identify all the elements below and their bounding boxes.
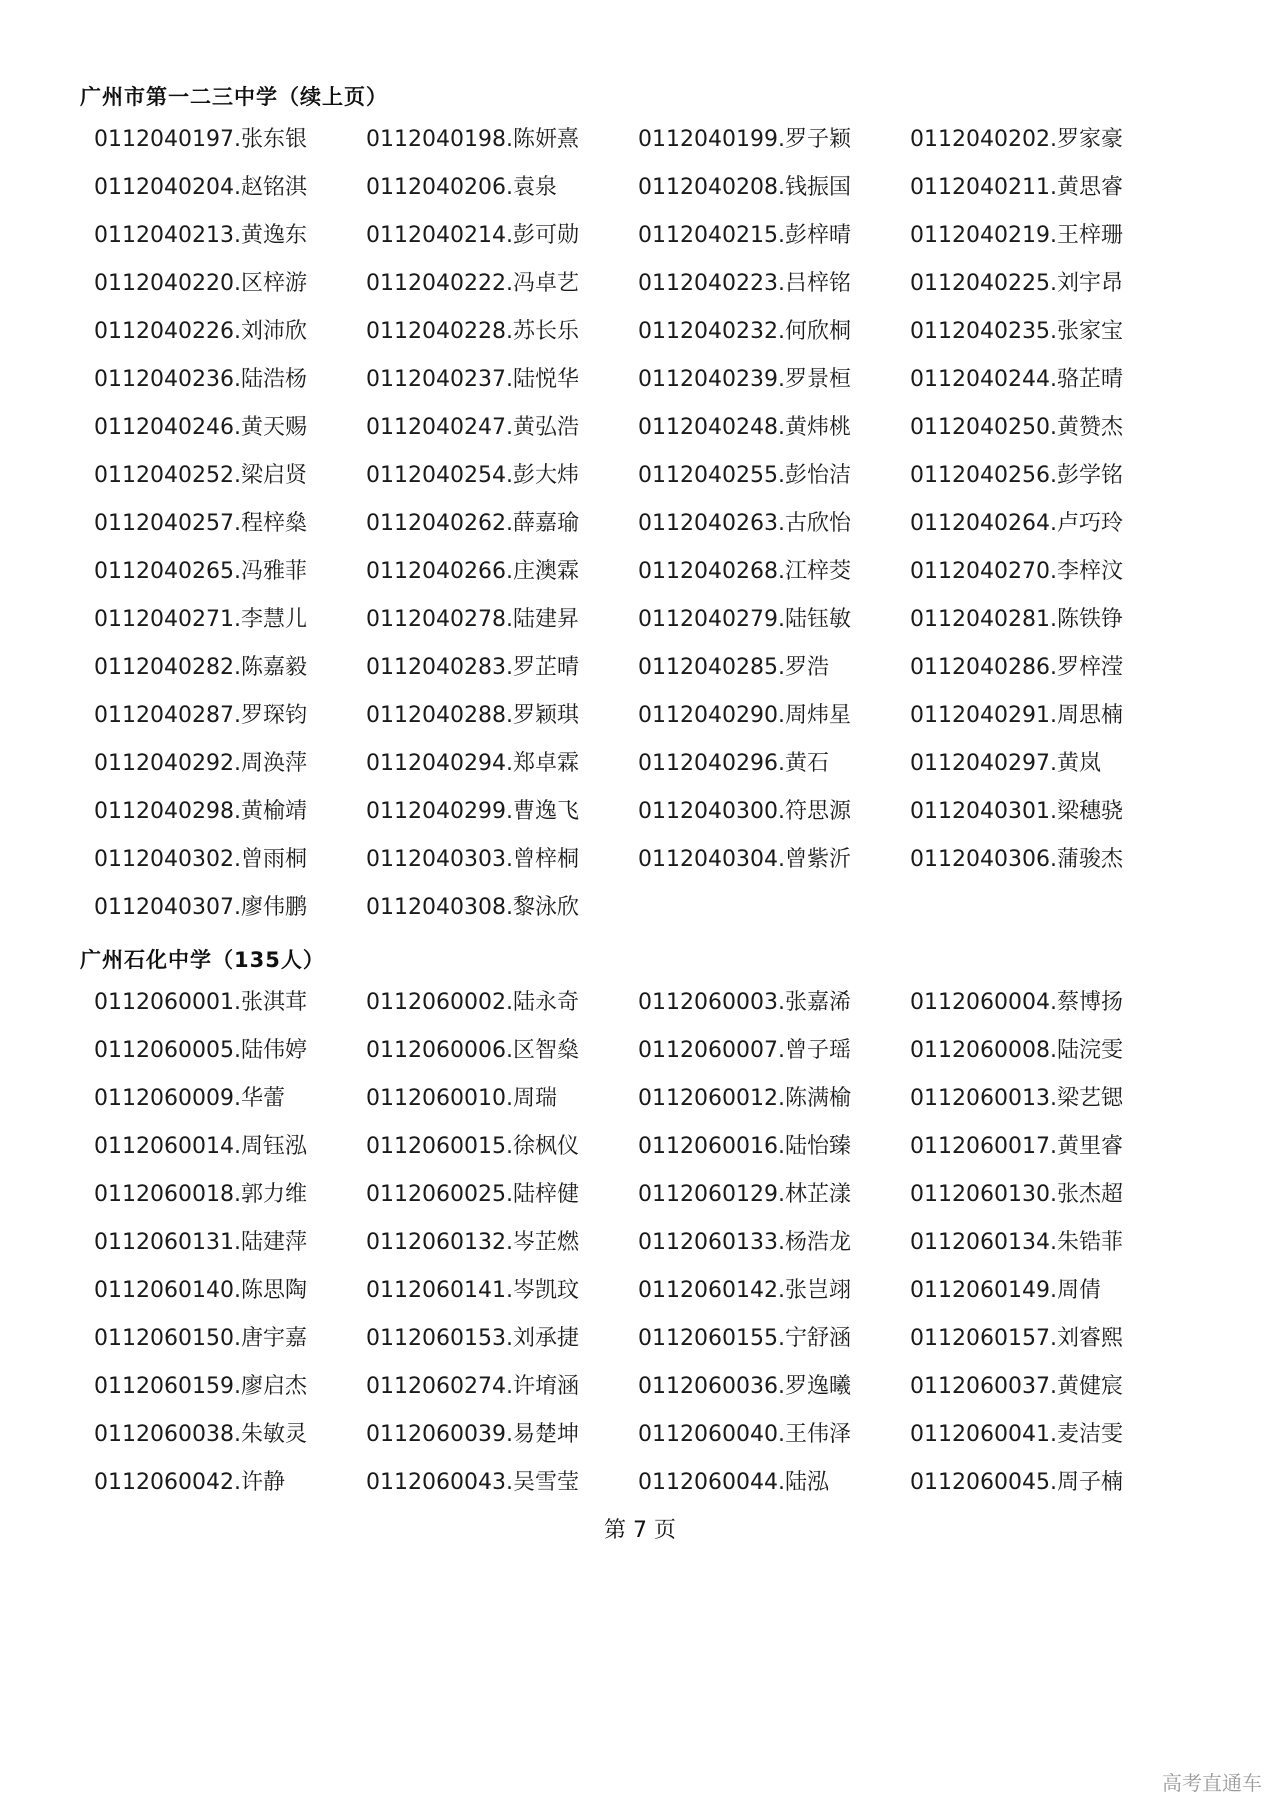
student-entry: 0112040279.陆钰敏 [638,607,851,632]
student-entry: 0112040302.曾雨桐 [94,847,307,872]
student-entry: 0112040304.曾紫沂 [638,847,851,872]
student-entry: 0112060003.张嘉浠 [638,990,851,1015]
student-entry: 0112040290.周炜星 [638,703,851,728]
student-entry: 0112060018.郭力维 [94,1182,307,1207]
student-entry: 0112040197.张东银 [94,127,307,152]
section-heading-school-123: 广州市第一二三中学（续上页） [80,85,388,109]
student-entry: 0112060038.朱敏灵 [94,1422,307,1447]
student-entry: 0112060133.杨浩龙 [638,1230,851,1255]
student-entry: 0112040222.冯卓艺 [366,271,579,296]
student-entry: 0112040268.江梓茭 [638,559,851,584]
student-entry: 0112060141.岑凯玟 [366,1278,579,1303]
student-entry: 0112040263.古欣怡 [638,511,851,536]
student-entry: 0112060130.张杰超 [910,1182,1123,1207]
student-entry: 0112040220.区梓游 [94,271,307,296]
student-entry: 0112040247.黄弘浩 [366,415,579,440]
student-entry: 0112060155.宁舒涵 [638,1326,851,1351]
student-list-petrochemical-school [94,979,1214,1507]
student-entry: 0112060008.陆浣雯 [910,1038,1123,1063]
student-entry: 0112040270.李梓汶 [910,559,1123,584]
student-entry: 0112060159.廖启杰 [94,1374,307,1399]
student-entry: 0112040225.刘宇昂 [910,271,1123,296]
student-entry: 0112040248.黄炜桃 [638,415,851,440]
student-entry: 0112040286.罗梓滢 [910,655,1123,680]
student-entry: 0112040237.陆悦华 [366,367,579,392]
student-entry: 0112060042.许静 [94,1470,285,1495]
student-entry: 0112040266.庄澳霖 [366,559,579,584]
student-entry: 0112040202.罗家豪 [910,127,1123,152]
student-entry: 0112060043.吴雪莹 [366,1470,579,1495]
student-entry: 0112040288.罗颖琪 [366,703,579,728]
student-entry: 0112060140.陈思陶 [94,1278,307,1303]
student-entry: 0112040264.卢巧玲 [910,511,1123,536]
student-entry: 0112060041.麦洁雯 [910,1422,1123,1447]
student-entry: 0112060004.蔡博扬 [910,990,1123,1015]
student-entry: 0112060002.陆永奇 [366,990,579,1015]
student-entry: 0112060132.岑芷燃 [366,1230,579,1255]
student-entry: 0112040283.罗芷晴 [366,655,579,680]
student-entry: 0112060007.曾子瑶 [638,1038,851,1063]
student-entry: 0112060157.刘睿熙 [910,1326,1123,1351]
student-entry: 0112060045.周子楠 [910,1470,1123,1495]
student-entry: 0112040303.曾梓桐 [366,847,579,872]
student-entry: 0112040236.陆浩杨 [94,367,307,392]
student-entry: 0112040213.黄逸东 [94,223,307,248]
student-entry: 0112040254.彭大炜 [366,463,579,488]
student-entry: 0112060009.华蕾 [94,1086,285,1111]
student-entry: 0112040228.苏长乐 [366,319,579,344]
student-entry: 0112040252.梁启贤 [94,463,307,488]
student-entry: 0112040296.黄石 [638,751,829,776]
student-entry: 0112060010.周瑞 [366,1086,557,1111]
student-entry: 0112040257.程梓燊 [94,511,307,536]
student-entry: 0112040300.符思源 [638,799,851,824]
student-entry: 0112060040.王伟泽 [638,1422,851,1447]
student-entry: 0112060142.张岂翊 [638,1278,851,1303]
student-entry: 0112060013.梁艺锶 [910,1086,1123,1111]
student-entry: 0112040255.彭怡洁 [638,463,851,488]
student-entry: 0112040287.罗琛钧 [94,703,307,728]
student-entry: 0112060014.周钰泓 [94,1134,307,1159]
student-entry: 0112060129.林芷漾 [638,1182,851,1207]
student-entry: 0112040208.钱振国 [638,175,851,200]
student-list-school-123 [94,116,1214,932]
student-entry: 0112040250.黄赞杰 [910,415,1123,440]
student-entry: 0112040262.薛嘉瑜 [366,511,579,536]
student-entry: 0112040246.黄天赐 [94,415,307,440]
student-entry: 0112040199.罗子颖 [638,127,851,152]
student-entry: 0112040239.罗景桓 [638,367,851,392]
student-entry: 0112060015.徐枫仪 [366,1134,579,1159]
student-entry: 0112060001.张淇茸 [94,990,307,1015]
student-entry: 0112040256.彭学铭 [910,463,1123,488]
student-entry: 0112040198.陈妍熹 [366,127,579,152]
student-entry: 0112040244.骆芷晴 [910,367,1123,392]
student-entry: 0112040235.张家宝 [910,319,1123,344]
student-entry: 0112040232.何欣桐 [638,319,851,344]
student-entry: 0112040307.廖伟鹏 [94,895,307,920]
student-entry: 0112060016.陆怡臻 [638,1134,851,1159]
student-entry: 0112060153.刘承捷 [366,1326,579,1351]
student-entry: 0112040282.陈嘉毅 [94,655,307,680]
student-entry: 0112040308.黎泳欣 [366,895,579,920]
student-entry: 0112060150.唐宇嘉 [94,1326,307,1351]
student-entry: 0112060012.陈满榆 [638,1086,851,1111]
student-entry: 0112040219.王梓珊 [910,223,1123,248]
student-entry: 0112040294.郑卓霖 [366,751,579,776]
student-entry: 0112040301.梁穗骁 [910,799,1123,824]
student-entry: 0112040278.陆建昇 [366,607,579,632]
student-entry: 0112040297.黄岚 [910,751,1101,776]
student-entry: 0112040211.黄思睿 [910,175,1123,200]
page-number: 第 7 页 [604,1518,676,1543]
student-entry: 0112060039.易楚坤 [366,1422,579,1447]
student-entry: 0112040214.彭可勋 [366,223,579,248]
student-entry: 0112060044.陆泓 [638,1470,829,1495]
student-entry: 0112060134.朱锆菲 [910,1230,1123,1255]
student-entry: 0112040299.曹逸飞 [366,799,579,824]
student-entry: 0112040223.吕梓铭 [638,271,851,296]
watermark-text: 高考直通车 [1162,1771,1262,1795]
student-entry: 0112060005.陆伟婷 [94,1038,307,1063]
student-entry: 0112040291.周思楠 [910,703,1123,728]
student-entry: 0112040306.蒲骏杰 [910,847,1123,872]
student-entry: 0112040271.李慧儿 [94,607,307,632]
student-entry: 0112060025.陆梓健 [366,1182,579,1207]
student-entry: 0112040206.袁泉 [366,175,557,200]
student-entry: 0112040292.周涣萍 [94,751,307,776]
student-entry: 0112040215.彭梓晴 [638,223,851,248]
student-entry: 0112040285.罗浩 [638,655,829,680]
student-entry: 0112060017.黄里睿 [910,1134,1123,1159]
section-heading-petrochemical-school: 广州石化中学（135人） [80,948,325,972]
student-entry: 0112060274.许堉涵 [366,1374,579,1399]
student-entry: 0112040298.黄榆靖 [94,799,307,824]
student-entry: 0112060149.周倩 [910,1278,1101,1303]
student-entry: 0112040226.刘沛欣 [94,319,307,344]
student-entry: 0112060131.陆建萍 [94,1230,307,1255]
student-entry: 0112040281.陈铁铮 [910,607,1123,632]
student-entry: 0112060037.黄健宸 [910,1374,1123,1399]
student-entry: 0112060036.罗逸曦 [638,1374,851,1399]
student-entry: 0112040204.赵铭淇 [94,175,307,200]
student-entry: 0112060006.区智燊 [366,1038,579,1063]
student-entry: 0112040265.冯雅菲 [94,559,307,584]
